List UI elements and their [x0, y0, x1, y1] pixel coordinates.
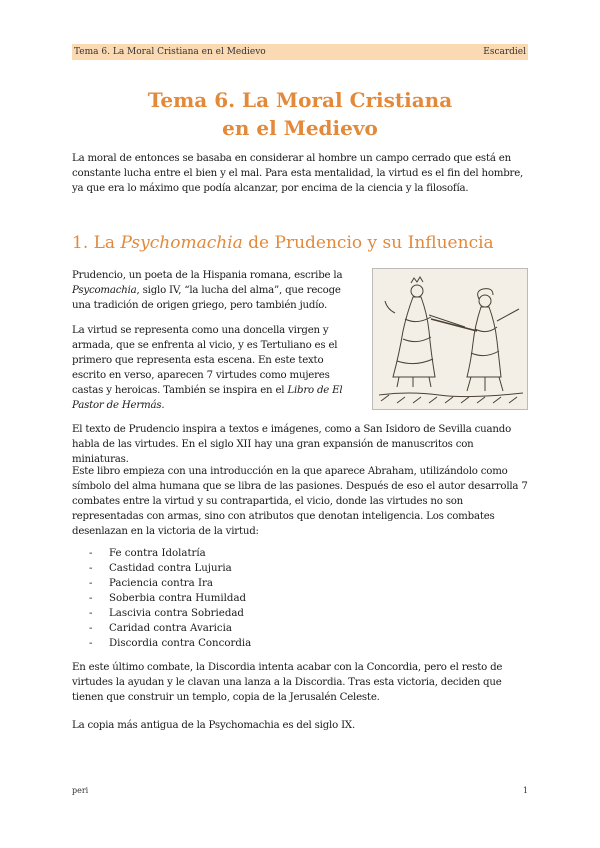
section-heading	[72, 231, 528, 255]
list-marker: -	[89, 578, 93, 589]
list-item: - Paciencia contra Ira	[89, 578, 213, 589]
section-italic: Psychomachia	[120, 233, 243, 253]
list-marker: -	[89, 623, 93, 634]
p2-b: .	[161, 400, 165, 411]
page-header	[72, 44, 528, 60]
list-item: - Discordia contra Concordia	[89, 638, 252, 649]
paragraph-combate-final: En este último combate, la Discordia intenta acabar con la Concordia, pero el resto de virtudes la ayudan y le clavan una lanza a la Discordia. Tras esta victoria, deciden que tienen que construir un templo, copia de la Jerusalén Celeste.	[72, 662, 503, 703]
p1-italic: Psycomachia	[72, 285, 137, 296]
list-marker: -	[89, 548, 93, 559]
list-marker: -	[89, 593, 93, 604]
header-title: Tema 6. La Moral Cristiana en el Medievo	[74, 47, 266, 57]
list-marker: -	[89, 608, 93, 619]
section-prefix: 1. La	[72, 233, 121, 253]
manuscript-drawing	[373, 269, 528, 410]
p1-a: Prudencio, un poeta de la Hispania romana, escribe la	[72, 270, 343, 281]
page-number: 1	[522, 786, 528, 795]
document-title	[72, 86, 528, 142]
header-author: Escardiel	[483, 47, 526, 57]
combat-list	[72, 546, 528, 651]
section-suffix: de Prudencio y su Influencia	[242, 233, 494, 253]
page-footer	[72, 786, 528, 795]
p2-italic: Libro de El Pastor de Hermás	[72, 385, 343, 411]
paragraph-influencia: El texto de Prudencio inspira a textos e imágenes, como a San Isidoro de Sevilla cuando habla de las virtudes. En el siglo XII hay una gran expansión de manuscritos con miniaturas.	[72, 424, 512, 465]
manuscript-illustration	[372, 268, 528, 410]
list-item: - Fe contra Idolatría	[89, 548, 206, 559]
list-marker: -	[89, 638, 93, 649]
paragraph-copia: La copia más antigua de la Psychomachia es del siglo IX.	[72, 720, 355, 731]
intro-paragraph: La moral de entonces se basaba en considerar al hombre un campo cerrado que está en constante lucha entre el bien y el mal. Para esta mentalidad, la virtud es el fin del hombre, ya que era lo máximo que podía alcanzar, por encima de la ciencia y la filosofía.	[72, 153, 524, 194]
list-item: - Lascivia contra Sobriedad	[89, 608, 244, 619]
list-item: - Castidad contra Lujuria	[89, 563, 232, 574]
p2-a: La virtud se representa como una doncella virgen y armada, que se enfrenta al vicio, y es Tertuliano es el primero que representa esta escena. En este texto escrito en verso, aparecen 7 virtudes como mujeres castas y heroicas. También se inspira en el	[72, 325, 338, 396]
footer-left: peri	[72, 786, 89, 795]
title-line-1: Tema 6. La Moral Cristiana	[147, 88, 453, 112]
list-item: - Caridad contra Avaricia	[89, 623, 232, 634]
paragraph-libro: Este libro empieza con una introducción en la que aparece Abraham, utilizándolo como símbolo del alma humana que se libra de las pasiones. Después de eso el autor desarrolla 7 combates entre la virtud y su contrapartida, el vicio, donde las virtudes no son representadas con armas, sino con atributos que denotan inteligencia. Los combates desenlazan en la victoria de la virtud:	[72, 466, 528, 537]
list-marker: -	[89, 563, 93, 574]
list-item: - Soberbia contra Humildad	[89, 593, 247, 604]
paragraph-prudencio	[72, 268, 360, 313]
paragraph-virtud	[72, 323, 360, 413]
p1-b: , siglo IV, “la lucha del alma”, que recoge una tradición de origen griego, pero también judío.	[72, 285, 341, 311]
title-line-2: en el Medievo	[222, 116, 378, 140]
